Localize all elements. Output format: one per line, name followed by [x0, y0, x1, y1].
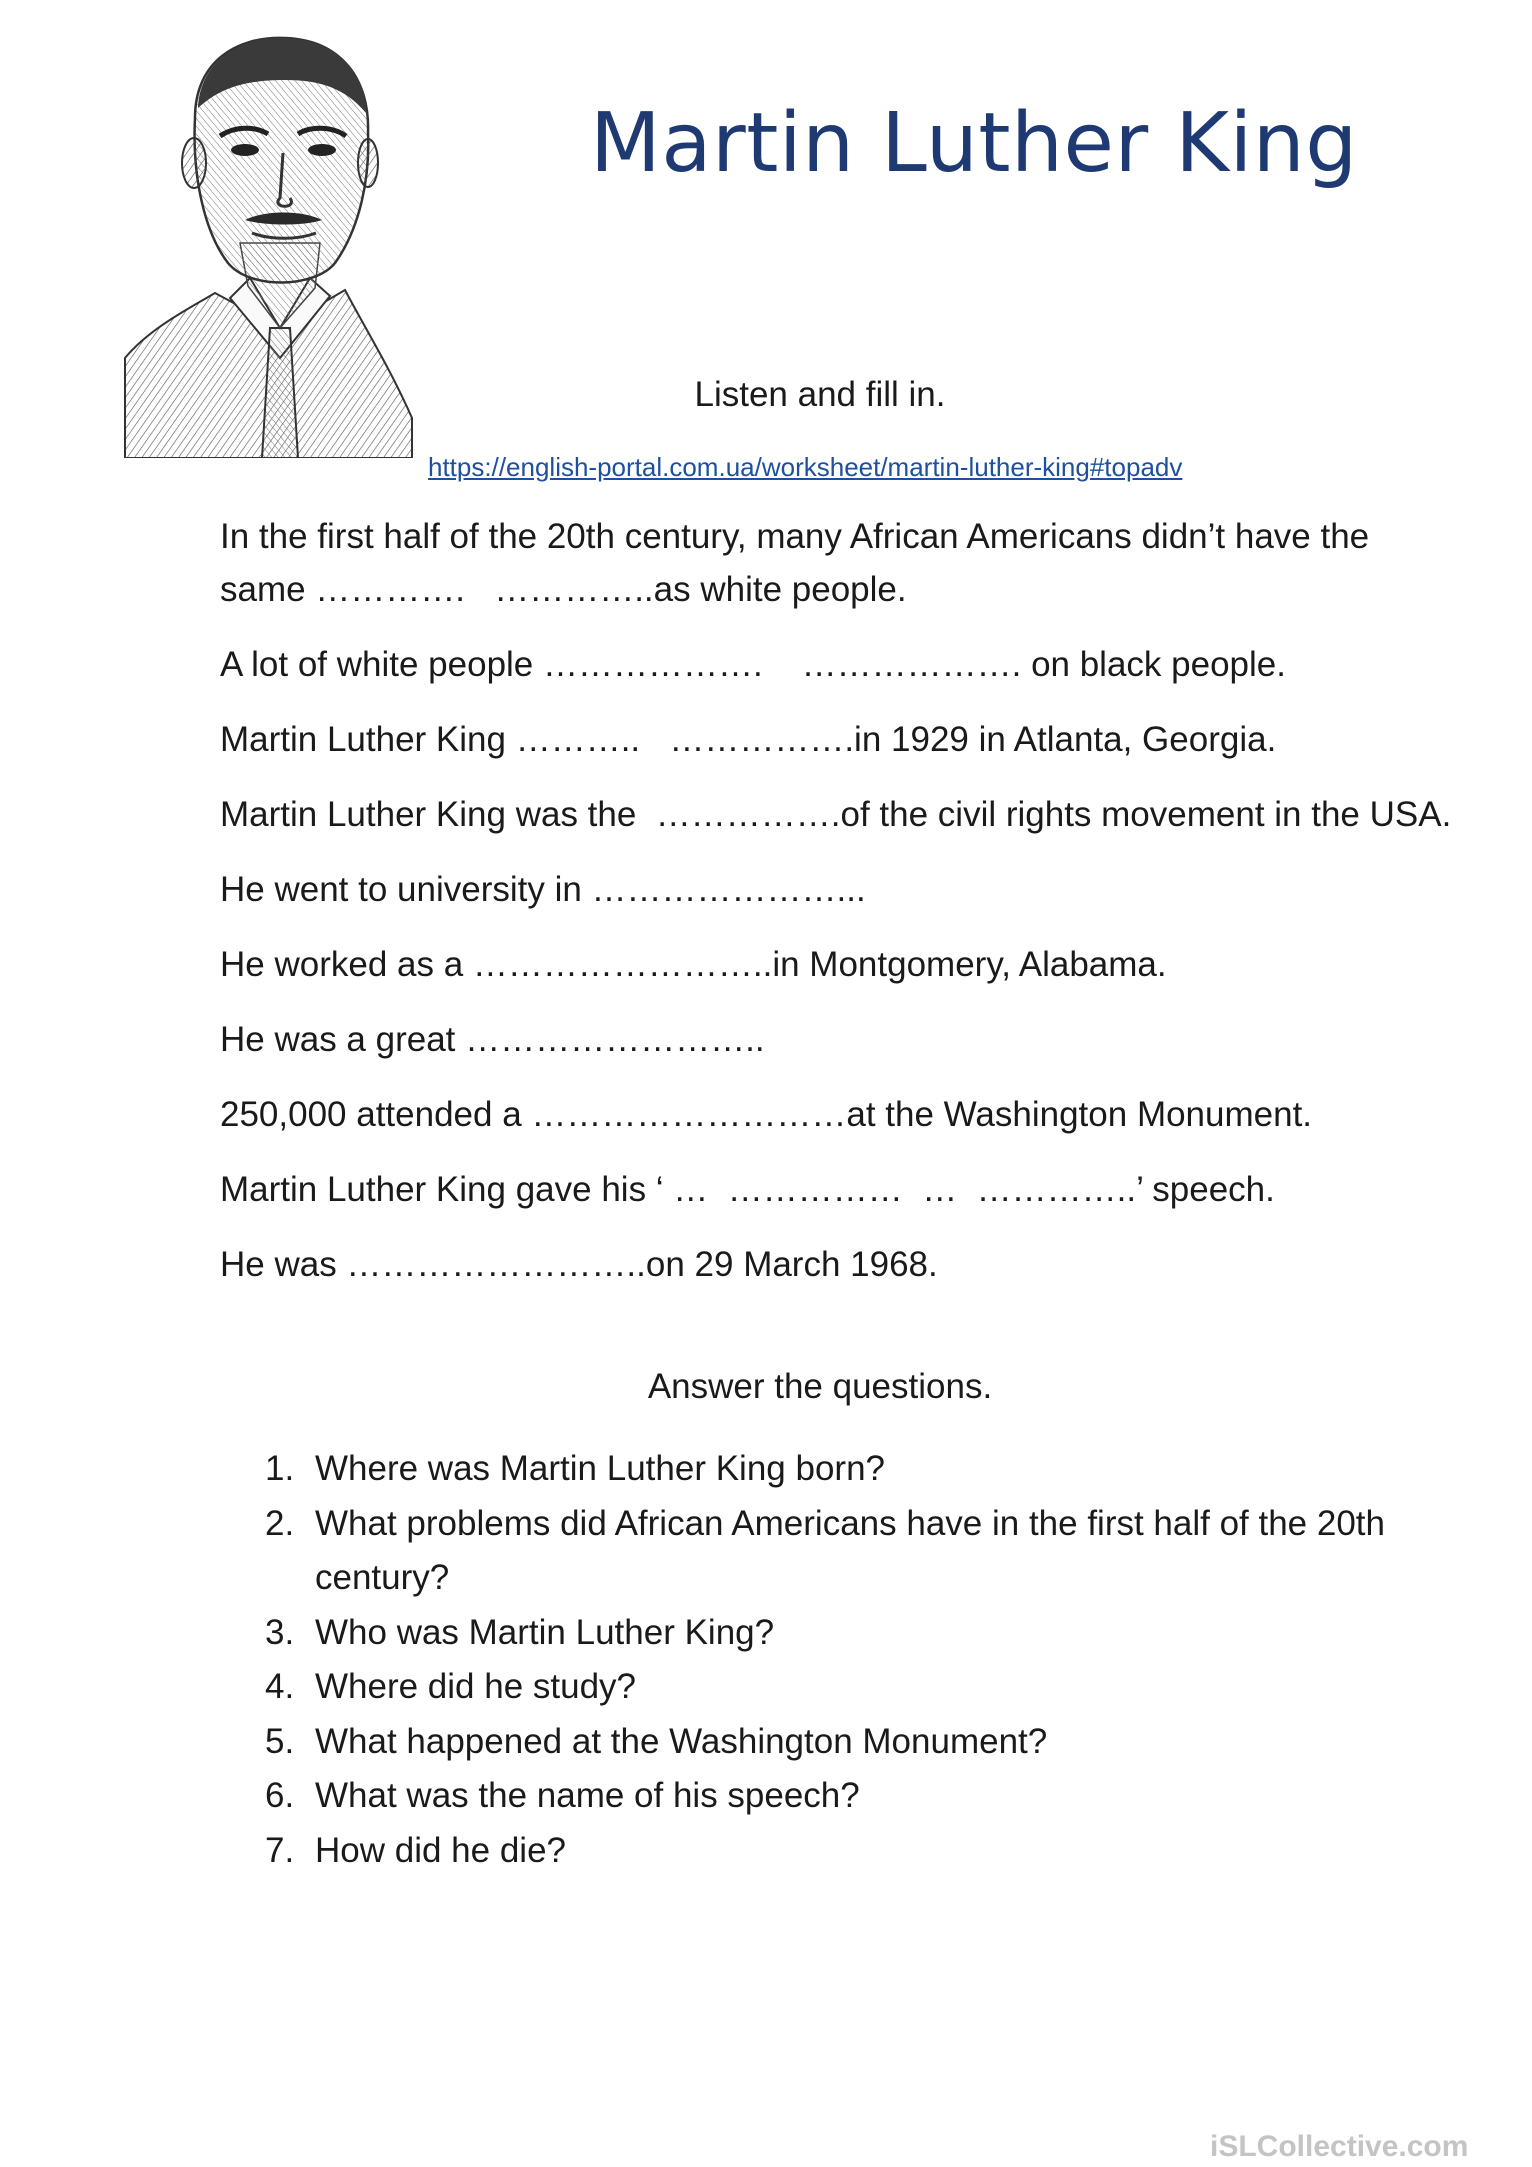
- question-item: [265, 1715, 1425, 1770]
- question-text: What problems did African Americans have in the first half of the 20th century?: [315, 1503, 1385, 1597]
- watermark-logo: iSLCollective.com: [1210, 2130, 1469, 2163]
- question-text: Where did he study?: [315, 1667, 637, 1706]
- question-item: [265, 1606, 1425, 1661]
- question-text: Where was Martin Luther King born?: [315, 1449, 885, 1488]
- question-text: What was the name of his speech?: [315, 1776, 860, 1815]
- fill-in-sentence-10: He was ……………………..on 29 March 1968.: [220, 1245, 938, 1284]
- question-item: [265, 1442, 1425, 1497]
- fill-in-sentence-9: Martin Luther King gave his ‘ … …………… … …………..’ speech.: [220, 1170, 1275, 1209]
- question-item: [265, 1824, 1425, 1879]
- fill-in-sentence-2: A lot of white people ………………. ………………. on black people.: [220, 645, 1286, 684]
- questions-list: [265, 1442, 1425, 1878]
- instruction-listen: Listen and fill in.: [694, 375, 946, 414]
- question-number: 4.: [265, 1667, 295, 1706]
- fill-in-sentence-8: 250,000 attended a ………………………at the Washington Monument.: [220, 1095, 1313, 1134]
- question-number: 1.: [265, 1449, 295, 1488]
- source-url-link[interactable]: https://english-portal.com.ua/worksheet/martin-luther-king#topadv: [428, 452, 1183, 482]
- fill-in-sentence-3: Martin Luther King ……….. …………….in 1929 in Atlanta, Georgia.: [220, 720, 1277, 759]
- fill-in-sentences: [220, 510, 1460, 1313]
- question-item: [265, 1497, 1425, 1606]
- fill-in-sentence-7: He was a great ……………………..: [220, 1020, 765, 1059]
- question-number: 6.: [265, 1776, 295, 1815]
- page-title: Martin Luther King: [590, 96, 1358, 191]
- fill-in-sentence-5: He went to university in …………………...: [220, 870, 866, 909]
- question-number: 2.: [265, 1503, 295, 1543]
- question-item: [265, 1769, 1425, 1824]
- question-text: How did he die?: [315, 1830, 566, 1870]
- question-number: 5.: [265, 1721, 295, 1761]
- fill-in-sentence-1: In the first half of the 20th century, many African Americans didn’t have the same …………. …………..as white people.: [220, 517, 1379, 609]
- fill-in-sentence-6: He worked as a ……………………..in Montgomery, Alabama.: [220, 945, 1167, 984]
- question-text: What happened at the Washington Monument?: [315, 1721, 1048, 1761]
- question-number: 7.: [265, 1830, 295, 1870]
- question-number: 3.: [265, 1612, 295, 1652]
- question-text: Who was Martin Luther King?: [315, 1612, 775, 1652]
- instruction-answer: Answer the questions.: [647, 1367, 993, 1406]
- fill-in-sentence-4: Martin Luther King was the …………….of the civil rights movement in the USA.: [220, 795, 1452, 834]
- question-item: [265, 1660, 1425, 1715]
